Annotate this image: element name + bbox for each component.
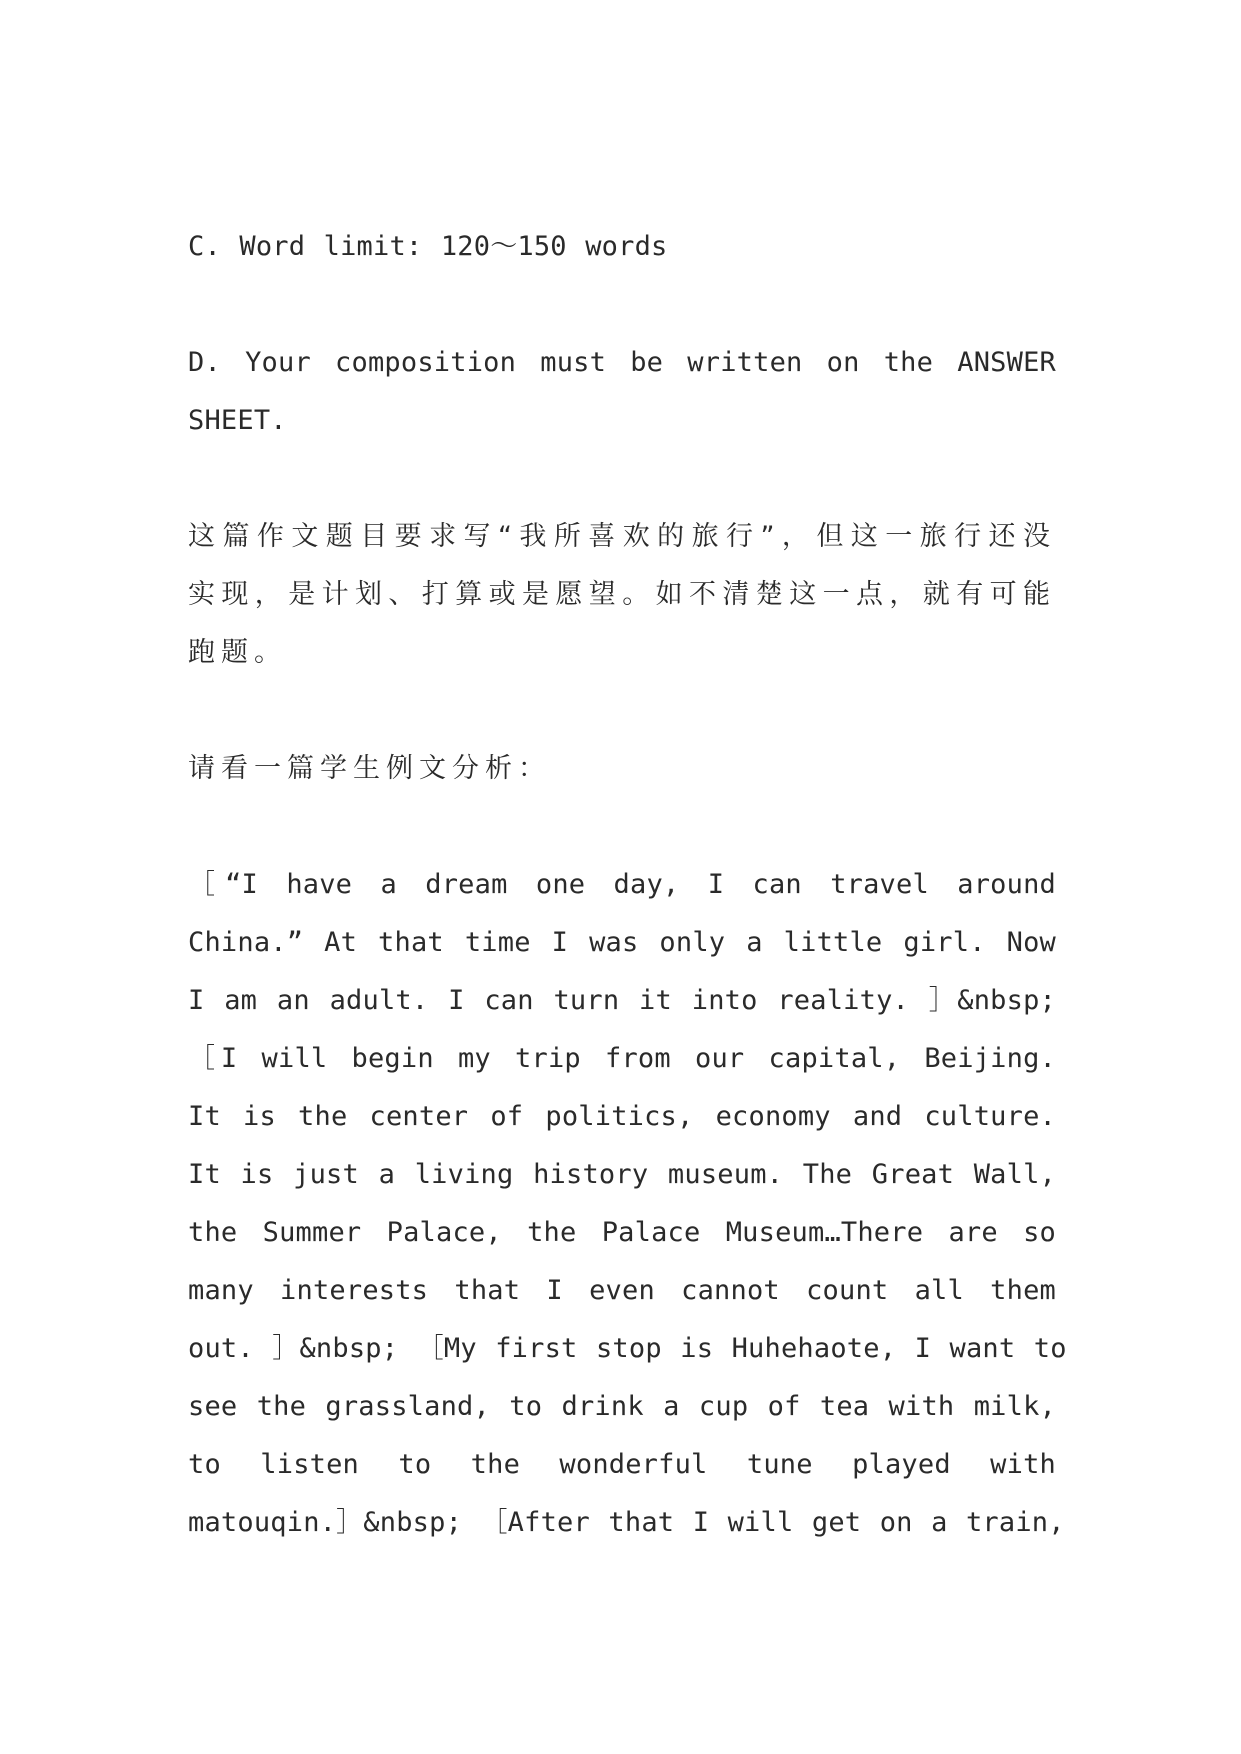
document-body: [188, 218, 1067, 1552]
essay-line: out. ］&nbsp; ［My first stop is Huhehaote, I want to: [188, 1333, 1067, 1364]
text-line: D. Your composition must be written on the ANSWER: [188, 347, 1056, 378]
sample-essay: [188, 856, 1067, 1552]
essay-line: see the grassland, to drink a cup of tea with milk,: [188, 1391, 1056, 1422]
essay-line: China.” At that time I was only a little girl. Now: [188, 927, 1056, 958]
requirement-item-d: [188, 334, 1056, 450]
text-line: 实现，是计划、打算或是愿望。如不清楚这一点，就有可能: [188, 579, 1056, 610]
sample-intro: [188, 740, 1056, 798]
essay-line: ［I will begin my trip from our capital, Beijing.: [188, 1043, 1056, 1074]
essay-line: to listen to the wonderful tune played with: [188, 1449, 1056, 1480]
essay-line: the Summer Palace, the Palace Museum…There are so: [188, 1217, 1056, 1248]
text-line: C. Word limit: 120～150 words: [188, 231, 668, 262]
essay-line: many interests that I even cannot count all them: [188, 1275, 1056, 1306]
essay-line: I am an adult. I can turn it into reality. ］&nbsp;: [188, 985, 1056, 1016]
essay-line: ［“I have a dream one day, I can travel around: [188, 869, 1056, 900]
essay-line: It is the center of politics, economy and culture.: [188, 1101, 1056, 1132]
analysis-paragraph: [188, 508, 1056, 682]
text-line: 跑题。: [188, 637, 287, 668]
text-line: 这篇作文题目要求写“我所喜欢的旅行”，但这一旅行还没: [188, 521, 1056, 552]
essay-line: It is just a living history museum. The Great Wall,: [188, 1159, 1056, 1190]
essay-line: matouqin.］&nbsp; ［After that I will get on a train,: [188, 1507, 1065, 1538]
text-line: 请看一篇学生例文分析：: [188, 753, 551, 784]
requirement-item-c: [188, 218, 1056, 276]
text-line: SHEET.: [188, 405, 287, 436]
